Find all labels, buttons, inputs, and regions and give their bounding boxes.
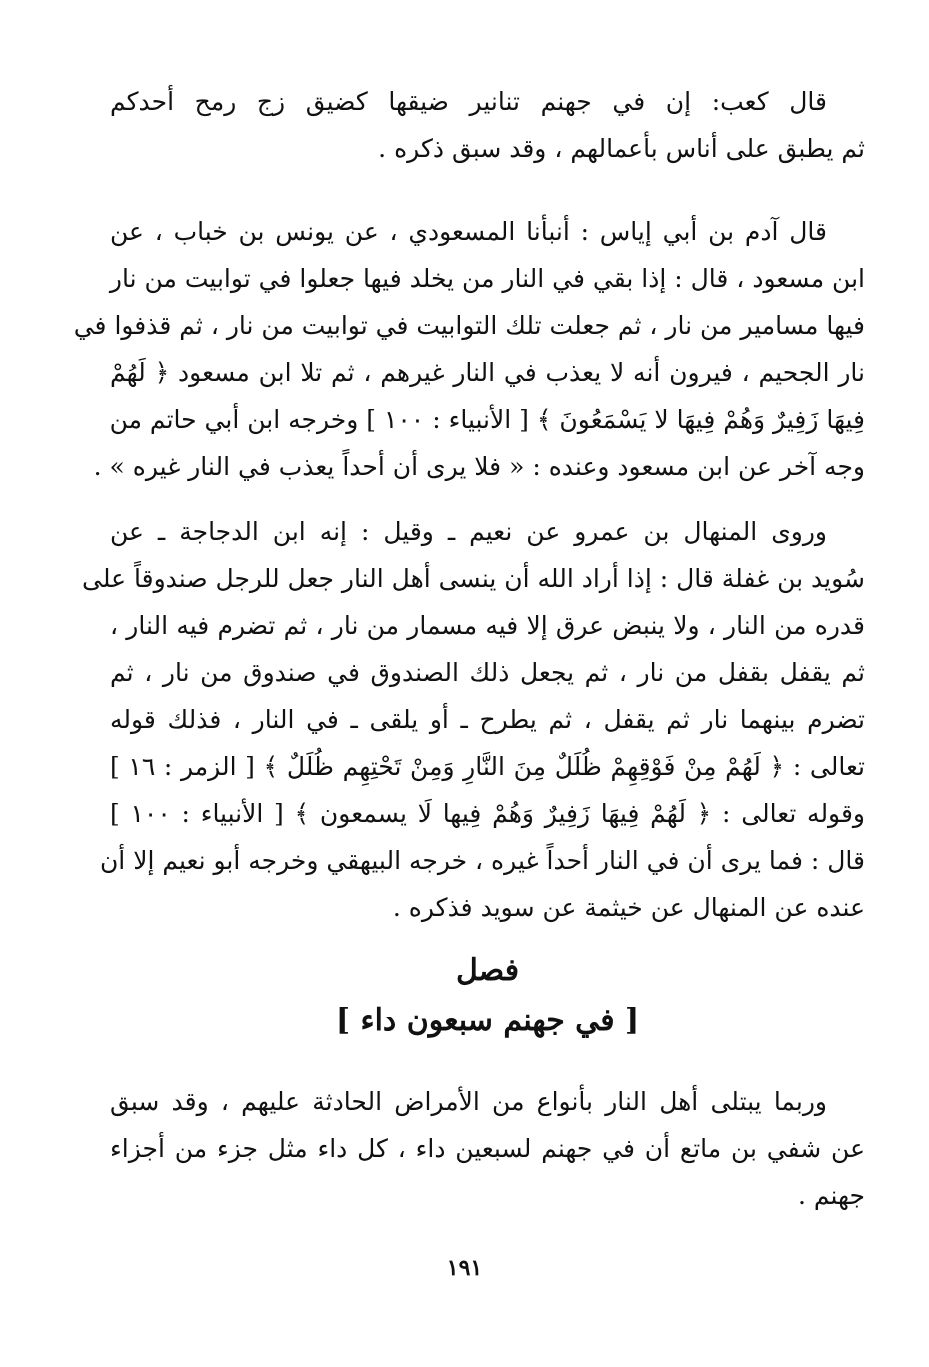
paragraph-diseases [110, 1078, 865, 1219]
section-heading [110, 946, 865, 1046]
paragraph-minhal [82, 508, 865, 931]
paragraph-adam [73, 208, 865, 490]
text-line: ابن مسعود ، قال : إذا بقي في النار من يخلد فيها جعلوا في توابيت من نار [109, 264, 865, 293]
text-line: فِيهَا زَفِيرٌ وَهُمْ فِيهَا لا يَسْمَعُونَ ﴾ [ الأنبياء : ١٠٠ ] وخرجه ابن أبي حاتم من [109, 405, 865, 434]
paragraph-kaab [110, 78, 865, 172]
text-line: عنده عن المنهال عن خيثمة عن سويد فذكره . [392, 893, 865, 922]
text-line: ثم يطبق على أناس بأعمالهم ، وقد سبق ذكره . [378, 134, 865, 163]
text-line: جهنم . [797, 1181, 865, 1210]
text-line: وجه آخر عن ابن مسعود وعنده : « فلا يرى أن أحداً يعذب في النار غيره » . [93, 452, 865, 481]
text-line: نار الجحيم ، فيرون أنه لا يعذب في النار غيرهم ، ثم تلا ابن مسعود ﴿ لَهُمْ [110, 358, 865, 387]
text-line: سُويد بن غفلة قال : إذا أراد الله أن ينسى أهل النار جعل للرجل صندوقاً على [82, 564, 865, 593]
text-line: تعالى : ﴿ لَهُمْ مِنْ فَوْقِهِمْ ظُلَلٌ مِنَ النَّارِ وَمِنْ تَحْتِهِم ظُلَلٌ ﴾ [ الزمر : ١٦ ] [110, 752, 865, 781]
section-subtitle: [ في جهنم سبعون داء ] [335, 1003, 640, 1038]
page-number: ١٩١ [446, 1255, 483, 1281]
section-title: فصل [455, 953, 520, 988]
text-line: قدره من النار ، ولا ينبض عرق إلا فيه مسمار من نار ، ثم تضرم فيه النار ، [110, 611, 865, 640]
text-line: وقوله تعالى : ﴿ لَهُمْ فِيهَا زَفِيرٌ وَهُمْ فِيها لَا يسمعون ﴾ [ الأنبياء : ١٠٠ ] [110, 799, 865, 828]
text-line: قال : فما يرى أن في النار أحداً غيره ، خرجه البيهقي وخرجه أبو نعيم إلا أن [99, 846, 865, 875]
text-line: ثم يقفل بقفل من نار ، ثم يجعل ذلك الصندوق في صندوق من نار ، ثم [110, 658, 865, 687]
text-line: قال كعب: إن في جهنم تنانير ضيقها كضيق زج رمح أحدكم [110, 87, 827, 116]
text-line: عن شفي بن ماتع أن في جهنم لسبعين داء ، كل داء مثل جزء من أجزاء [110, 1134, 865, 1163]
text-line: تضرم بينهما نار ثم يقفل ، ثم يطرح ـ أو يلقى ـ في النار ، فذلك قوله [110, 705, 865, 734]
text-line: وروى المنهال بن عمرو عن نعيم ـ وقيل : إنه ابن الدجاجة ـ عن [110, 517, 827, 546]
text-line: فيها مسامير من نار ، ثم جعلت تلك التوابيت في توابيت من نار ، ثم قذفوا في [73, 311, 865, 340]
text-line: وربما يبتلى أهل النار بأنواع من الأمراض الحادثة عليهم ، وقد سبق [110, 1087, 827, 1116]
text-line: قال آدم بن أبي إياس : أنبأنا المسعودي ، عن يونس بن خباب ، عن [110, 217, 827, 246]
